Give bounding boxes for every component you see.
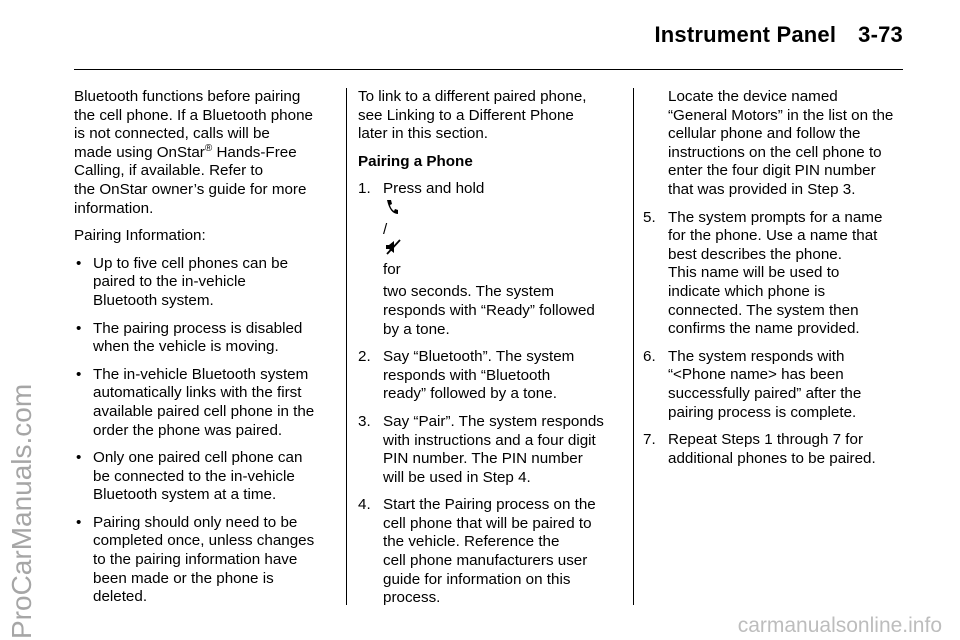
text-line: responds with “Ready” followed: [383, 301, 595, 319]
step-number: 2.: [358, 348, 371, 366]
text-line: additional phones to be paired.: [668, 449, 876, 467]
subsection-heading: Pairing a Phone: [358, 152, 473, 170]
text-line: Repeat Steps 1 through 7 for: [668, 431, 864, 449]
text-line: when the vehicle is moving.: [93, 338, 279, 356]
intro-paragraph: [74, 88, 336, 218]
text-line: the OnStar owner’s guide for more: [74, 180, 307, 198]
speaker-mute-icon: [385, 239, 618, 261]
text-line: best describes the phone.: [668, 245, 842, 263]
text-fragment: made using OnStar: [74, 143, 205, 161]
list-item: [74, 255, 336, 311]
text-line: The system prompts for a name: [668, 208, 883, 226]
text-line: Bluetooth system at a time.: [93, 486, 277, 504]
text-fragment: for: [383, 260, 401, 278]
step-5: [643, 209, 907, 339]
text-line: Start the Pairing process on the: [383, 496, 596, 514]
column-1: [74, 88, 336, 616]
step-number: 3.: [358, 412, 371, 430]
text-line: Pairing should only need to be: [93, 513, 298, 531]
column-3: [643, 88, 907, 477]
text-line: Locate the device named: [668, 88, 838, 105]
text-line: be connected to the in-vehicle: [93, 467, 295, 485]
text-line: paired to the in-vehicle: [93, 273, 246, 291]
text-line: responds with “Bluetooth: [383, 366, 551, 384]
text-line: “General Motors” in the list on the: [668, 106, 894, 124]
bullet-icon: •: [76, 254, 82, 272]
text-line: The pairing process is disabled: [93, 319, 303, 337]
text-line: information.: [74, 199, 154, 217]
text-line: [383, 180, 620, 279]
text-line: indicate which phone is: [668, 282, 826, 300]
text-line: guide for information on this: [383, 570, 571, 588]
bullet-icon: •: [76, 365, 82, 383]
list-item: [74, 320, 336, 357]
text-line: order the phone was paired.: [93, 421, 283, 439]
registered-mark: ®: [204, 142, 213, 154]
text-line: cellular phone and follow the: [668, 125, 861, 143]
text-line: completed once, unless changes: [93, 532, 315, 550]
text-line: successfully paired” after the: [668, 384, 862, 402]
text-line: pairing process is complete.: [668, 403, 857, 421]
step-1: [358, 180, 620, 339]
text-line: connected. The system then: [668, 301, 859, 319]
footer-watermark: carmanualsonline.info: [737, 614, 942, 637]
section-title: Instrument Panel: [654, 22, 837, 47]
text-line: instructions on the cell phone to: [668, 143, 882, 161]
text-line: Only one paired cell phone can: [93, 449, 303, 467]
text-line: confirms the name provided.: [668, 320, 860, 338]
text-line: automatically links with the first: [93, 384, 302, 402]
text-line: This name will be used to: [668, 264, 840, 282]
text-line: ready” followed by a tone.: [383, 385, 557, 403]
text-line: later in this section.: [358, 125, 488, 143]
linking-paragraph: [358, 88, 620, 144]
text-line: PIN number. The PIN number: [383, 450, 583, 468]
text-line: available paired cell phone in the: [93, 402, 315, 420]
text-line: To link to a different paired phone,: [358, 88, 587, 105]
side-watermark: ProCarManuals.com: [6, 383, 37, 639]
text-line: deleted.: [93, 588, 148, 606]
phone-handset-icon: [385, 199, 618, 221]
text-line: for the phone. Use a name that: [668, 227, 878, 245]
text-line: is not connected, calls will be: [74, 125, 270, 143]
step-4-continued: [643, 88, 907, 200]
step-3: [358, 413, 620, 487]
step-number: 7.: [643, 431, 656, 449]
text-line: been made or the phone is: [93, 569, 274, 587]
text-line: the cell phone. If a Bluetooth phone: [74, 106, 313, 124]
page-number: 3-73: [858, 22, 903, 47]
text-line: by a tone.: [383, 320, 450, 338]
column-2: [358, 88, 620, 617]
text-line: Calling, if available. Refer to: [74, 162, 264, 180]
text-line: “<Phone name> has been: [668, 366, 844, 384]
bullet-icon: •: [76, 449, 82, 467]
text-line: enter the four digit PIN number: [668, 162, 876, 180]
step-number: 6.: [643, 347, 656, 365]
list-item: [74, 366, 336, 440]
text-line: that was provided in Step 3.: [668, 180, 856, 198]
header-rule: [74, 69, 903, 70]
text-fragment: Press and hold: [383, 180, 485, 198]
separator: /: [383, 220, 388, 238]
step-number: 4.: [358, 496, 371, 514]
text-line: cell phone that will be paired to: [383, 514, 592, 532]
text-line: [74, 144, 336, 163]
bullet-icon: •: [76, 319, 82, 337]
text-line: see Linking to a Different Phone: [358, 106, 574, 124]
step-4: [358, 496, 620, 608]
bullet-icon: •: [76, 513, 82, 531]
list-item: [74, 514, 336, 607]
text-line: process.: [383, 589, 441, 607]
text-line: Bluetooth functions before pairing: [74, 88, 301, 105]
text-line: the vehicle. Reference the: [383, 533, 560, 551]
step-2: [358, 348, 620, 404]
text-line: Bluetooth system.: [93, 291, 214, 309]
text-line: to the pairing information have: [93, 551, 298, 569]
list-item: [74, 449, 336, 505]
text-line: The system responds with: [668, 347, 845, 365]
step-6: [643, 348, 907, 422]
pairing-information-label: Pairing Information:: [74, 227, 206, 245]
step-number: 5.: [643, 208, 656, 226]
text-line: The in-vehicle Bluetooth system: [93, 365, 309, 383]
step-7: [643, 431, 907, 468]
text-line: will be used in Step 4.: [383, 468, 531, 486]
column-divider-2: [633, 88, 634, 605]
text-line: cell phone manufacturers user: [383, 552, 588, 570]
text-line: Say “Pair”. The system responds: [383, 412, 604, 430]
page-header: [654, 22, 903, 48]
text-line: Up to five cell phones can be: [93, 254, 289, 272]
text-line: with instructions and a four digit: [383, 431, 596, 449]
text-line: Say “Bluetooth”. The system: [383, 348, 575, 366]
column-divider-1: [346, 88, 347, 605]
text-line: two seconds. The system: [383, 283, 555, 301]
text-fragment: Hands-Free: [212, 143, 297, 161]
step-number: 1.: [358, 180, 371, 198]
